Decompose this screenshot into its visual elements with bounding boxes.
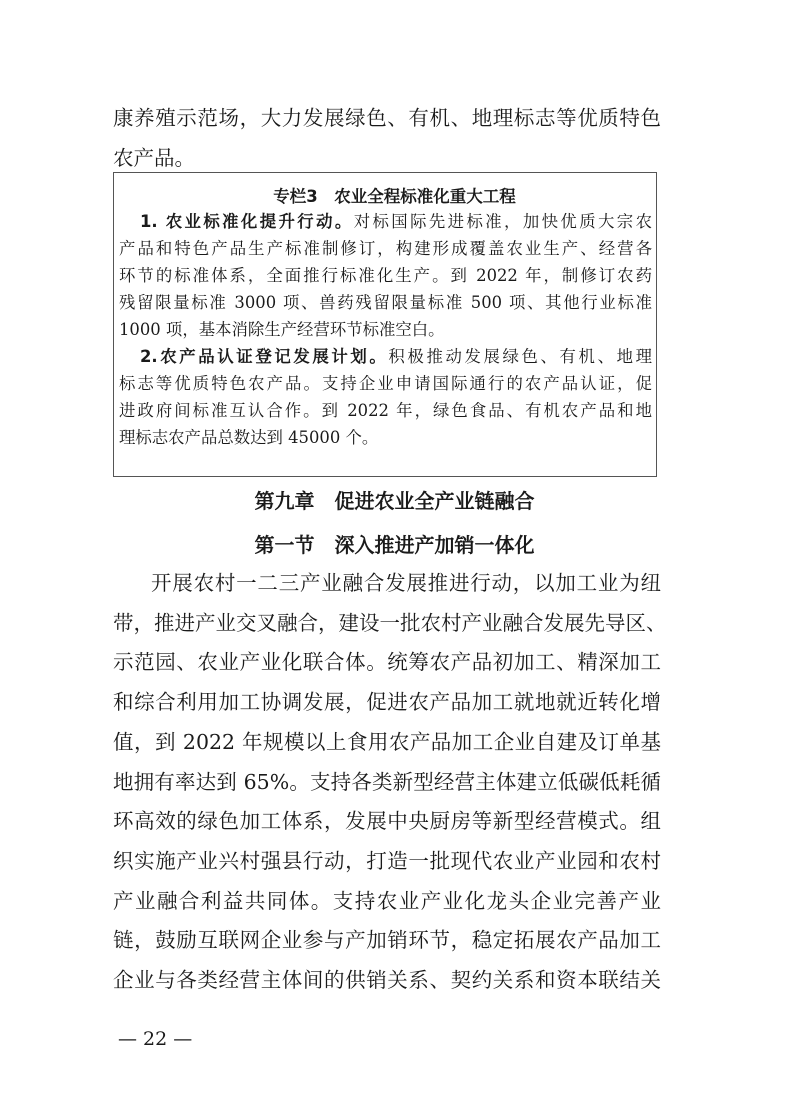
box-item2-line: 进政府间标准互认合作。到 2022 年，绿色食品、有机农产品和地 [119, 401, 652, 420]
paragraph-line: 示范园、农业产业化联合体。统筹农产品初加工、精深加工 [113, 650, 661, 675]
chapter-title: 第九章 促进农业全产业链融合 [254, 489, 535, 513]
paragraph-line: 链，鼓励互联网企业参与产加销环节，稳定拓展农产品加工 [113, 928, 661, 953]
paragraph-line: 产业融合利益共同体。支持农业产业化龙头企业完善产业 [113, 888, 661, 913]
box-item1-line: 环节的标准体系，全面推行标准化生产。到 2022 年，制修订农药 [119, 266, 652, 285]
box-item1-line: 残留限量标准 3000 项、兽药残留限量标准 500 项、其他行业标准 [119, 293, 652, 312]
box-item1-heading: 1. 农业标准化提升行动。 [140, 212, 354, 231]
box-item2-line: 理标志农产品总数达到 45000 个。 [119, 428, 379, 447]
paragraph-line: 开展农村一二三产业融合发展推进行动，以加工业为纽 [151, 571, 661, 595]
box-item1-line: 产品和特色产品生产标准制修订，构建形成覆盖农业生产、经营各 [119, 239, 652, 258]
box-text: 积极推动发展绿色、有机、地理 [388, 347, 652, 366]
paragraph-line: 环高效的绿色加工体系，发展中央厨房等新型经营模式。组 [113, 809, 661, 834]
box-title: 专栏3 农业全程标准化重大工程 [273, 187, 516, 206]
box-item1-line [140, 211, 652, 233]
box-item2-line: 标志等优质特色农产品。支持企业申请国际通行的农产品认证，促 [119, 374, 652, 393]
paragraph-line: 值，到 2022 年规模以上食用农产品加工企业自建及订单基 [113, 729, 661, 754]
intro-line: 康养殖示范场，大力发展绿色、有机、地理标志等优质特色 [113, 106, 661, 130]
box-item1-line: 1000 项，基本消除生产经营环节标准空白。 [119, 320, 445, 339]
paragraph-line: 地拥有率达到 65%。支持各类新型经营主体建立低碳低耗循 [113, 769, 661, 794]
paragraph-line: 企业与各类经营主体间的供销关系、契约关系和资本联结关 [113, 968, 661, 992]
section-title: 第一节 深入推进产加销一体化 [254, 533, 535, 557]
page-number: — 22 — [118, 1028, 193, 1050]
paragraph-line: 和综合利用加工协调发展，促进农产品加工就地就近转化增 [113, 690, 661, 715]
box-text: 对标国际先进标准，加快优质大宗农 [353, 212, 652, 231]
paragraph-line: 带，推进产业交叉融合，建设一批农村产业融合发展先导区、 [113, 610, 667, 635]
paragraph-line: 织实施产业兴村强县行动，打造一批现代农业产业园和农村 [113, 848, 661, 873]
box-item2-line [140, 346, 652, 368]
intro-line: 农产品。 [113, 146, 195, 170]
box-item2-heading: 2.农产品认证登记发展计划。 [140, 347, 389, 366]
